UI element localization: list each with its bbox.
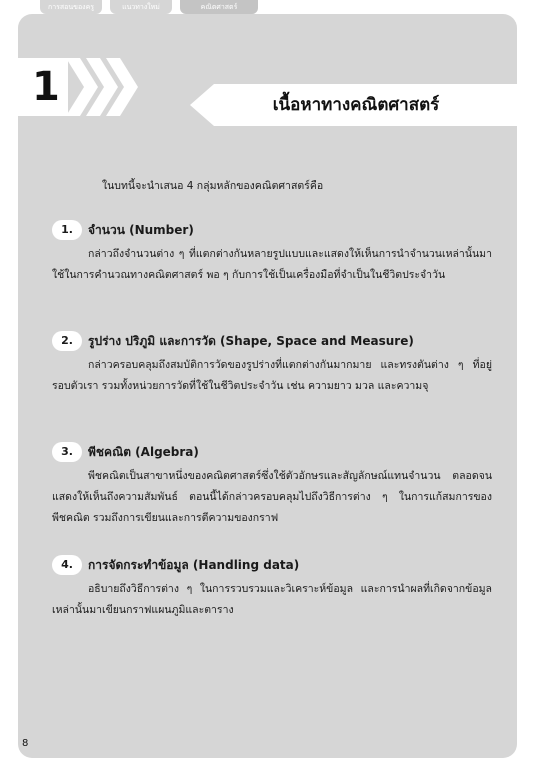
chevron-arrows-icon [66, 58, 176, 116]
section-title: การจัดกระทำข้อมูล (Handling data) [88, 558, 300, 572]
section-body: กล่าวถึงจำนวนต่าง ๆ ที่แตกต่างกันหลายรูปแบบและแสดงให้เห็นการนำจำนวนเหล่านั้นมาใช้ในการคำนวณทางคณิตศาสตร์ พอ ๆ กับการใช้เป็นเครื่องมือที่จำเป็นในชีวิตประจำวัน [52, 248, 492, 281]
section-title: พีชคณิต (Algebra) [88, 445, 199, 459]
tab-teaching[interactable]: การสอนของครู [40, 0, 102, 14]
section-title: จำนวน (Number) [88, 223, 194, 237]
section-badge: 2. [52, 331, 82, 351]
section-badge: 1. [52, 220, 82, 240]
page-number: 8 [22, 738, 29, 749]
section-title: รูปร่าง ปริภูมิ และการวัด (Shape, Space and Measure) [88, 334, 414, 348]
section-body: กล่าวครอบคลุมถึงสมบัติการวัดของรูปร่างที่แตกต่างกันมากมาย และทรงตันต่าง ๆ ที่อยู่รอบตัวเรา รวมทั้งหน่วยการวัดที่ใช้ในชีวิตประจำวัน เช่น ความยาว มวล และความจุ [52, 359, 492, 392]
intro-text: ในบทนี้จะนำเสนอ 4 กลุ่มหลักของคณิตศาสตร์คือ [102, 180, 324, 192]
chapter-number: 1 [32, 64, 60, 110]
section-body: อธิบายถึงวิธีการต่าง ๆ ในการรวบรวมและวิเคราะห์ข้อมูล และการนำผลที่เกิดจากข้อมูลเหล่านั้นมาเขียนกราฟแผนภูมิและตาราง [52, 583, 492, 616]
tab-mathematics[interactable]: คณิตศาสตร์ [180, 0, 258, 14]
tab-new-approach[interactable]: แนวทางใหม่ [110, 0, 172, 14]
chapter-title: เนื้อหาทางคณิตศาสตร์ [272, 95, 440, 115]
section-body: พีชคณิตเป็นสาขาหนึ่งของคณิตศาสตร์ซึ่งใช้ตัวอักษรและสัญลักษณ์แทนจำนวน ตลอดจนแสดงให้เห็นถึงความสัมพันธ์ ตอนนี้ได้กล่าวครอบคลุมไปถึงวิธีการต่าง ๆ ในการแก้สมการของพีชคณิต รวมถึงการเขียนและการตีความของกราฟ [52, 470, 492, 524]
section-badge: 4. [52, 555, 82, 575]
section-badge: 3. [52, 442, 82, 462]
